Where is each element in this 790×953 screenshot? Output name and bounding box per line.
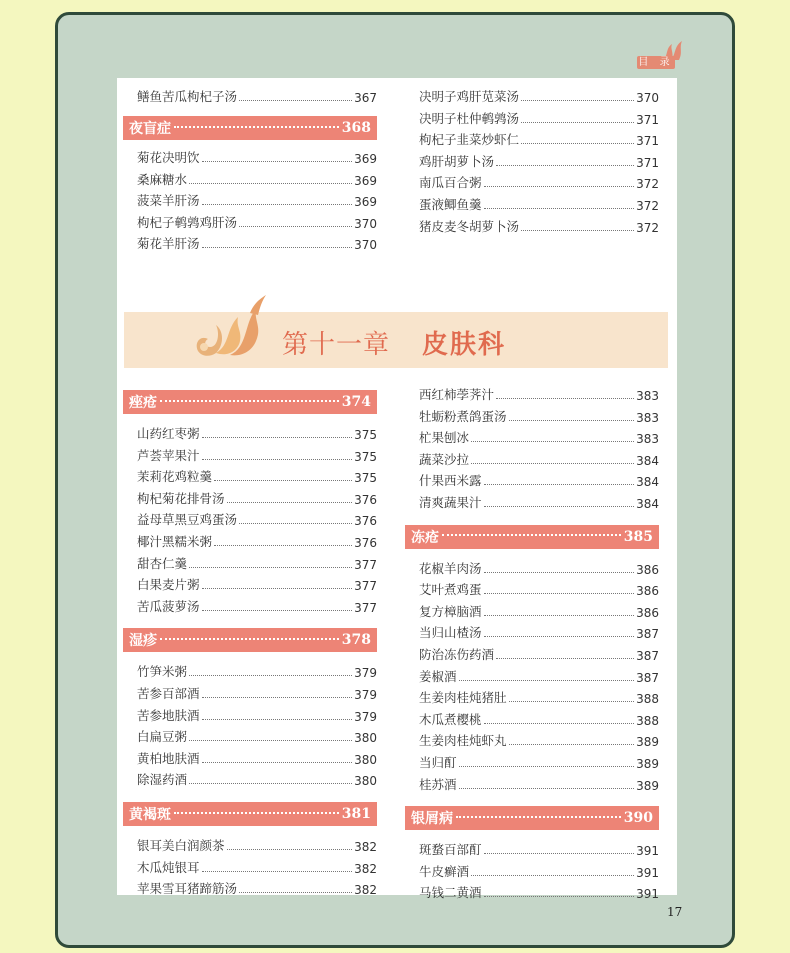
leader-dots <box>174 126 339 128</box>
toc-entry[interactable] <box>419 169 659 191</box>
toc-entry-title: 马钱二黄酒 <box>419 885 482 901</box>
toc-entry-title: 木瓜煮樱桃 <box>419 711 482 727</box>
toc-entry[interactable] <box>419 641 659 663</box>
toc-entry-page: 388 <box>636 692 659 707</box>
toc-entry-title: 桑麻糖水 <box>137 171 188 187</box>
leader-dots <box>484 853 635 854</box>
leader-dots <box>202 871 353 872</box>
toc-entry[interactable] <box>419 213 659 235</box>
toc-entry-page: 384 <box>636 475 659 490</box>
toc-section-header[interactable] <box>123 390 377 414</box>
toc-entry[interactable] <box>137 463 377 485</box>
leader-dots <box>484 723 635 724</box>
toc-entry-page: 369 <box>354 195 377 210</box>
toc-entry[interactable] <box>419 148 659 170</box>
toc-entry-title: 茉莉花鸡粒羹 <box>137 469 213 485</box>
toc-entry-page: 375 <box>354 428 377 442</box>
toc-entry[interactable] <box>419 126 659 148</box>
leader-dots <box>202 247 353 248</box>
leader-dots <box>509 744 635 745</box>
leader-dots <box>227 849 353 850</box>
toc-entry-page: 382 <box>354 883 377 898</box>
toc-entry-page: 380 <box>354 731 377 746</box>
toc-entry[interactable] <box>419 749 659 771</box>
toc-entry[interactable] <box>419 684 659 706</box>
toc-entry[interactable] <box>419 381 659 403</box>
toc-entry-title: 鸡肝胡萝卜汤 <box>419 153 495 169</box>
toc-entry-page: 389 <box>636 735 659 750</box>
toc-entry[interactable] <box>419 83 659 105</box>
leader-dots <box>202 610 353 611</box>
toc-entry-page: 383 <box>636 432 659 447</box>
toc-entry-page: 369 <box>354 173 377 188</box>
toc-entry[interactable] <box>419 555 659 577</box>
leader-dots <box>160 638 339 640</box>
toc-entry-page: 386 <box>636 605 659 620</box>
leader-dots <box>189 183 352 184</box>
toc-entry[interactable] <box>137 745 377 767</box>
toc-entry-page: 382 <box>354 861 377 876</box>
toc-entry-title: 菊花决明饮 <box>137 150 200 165</box>
page-number: 17 <box>667 905 683 919</box>
toc-entry-title: 除湿药酒 <box>137 772 188 788</box>
toc-entry[interactable] <box>419 446 659 468</box>
toc-header-tag: 目 录 <box>638 57 674 68</box>
toc-entry-page: 383 <box>636 389 659 403</box>
leader-dots <box>174 812 339 814</box>
toc-entry-page: 382 <box>354 840 377 854</box>
toc-entry-title: 苦参地肤酒 <box>137 707 200 723</box>
toc-entry-page: 371 <box>636 134 659 149</box>
toc-entry[interactable] <box>419 836 659 858</box>
leader-dots <box>496 398 634 399</box>
toc-entry-page: 387 <box>636 649 659 663</box>
toc-entry-title: 苹果雪耳猪蹄筋汤 <box>137 881 238 897</box>
toc-section-header[interactable] <box>123 802 377 826</box>
leader-dots <box>160 400 339 402</box>
leader-dots <box>484 593 635 594</box>
toc-entry-title: 杧果刨冰 <box>419 430 470 446</box>
toc-entry-page: 375 <box>354 471 377 486</box>
leader-dots <box>202 459 353 460</box>
flame-ornament-icon <box>190 289 270 361</box>
leader-dots <box>442 534 621 536</box>
leader-dots <box>189 740 352 741</box>
section-page: 378 <box>341 632 371 649</box>
toc-entry-page: 372 <box>636 220 659 235</box>
toc-entry-page: 370 <box>354 238 377 253</box>
toc-entry[interactable] <box>137 506 377 528</box>
toc-entry-title: 防治冻伤药酒 <box>419 647 495 662</box>
toc-entry-title: 清爽蔬果汁 <box>419 495 482 510</box>
toc-entry-title: 苦参百部酒 <box>137 686 200 701</box>
toc-entry-page: 386 <box>636 584 659 599</box>
section-page: 374 <box>341 394 371 410</box>
toc-column-right <box>399 78 659 902</box>
toc-entry[interactable] <box>137 230 377 252</box>
leader-dots <box>509 701 635 702</box>
toc-entry-title: 决明子鸡肝苋菜汤 <box>419 89 520 104</box>
toc-entry-title: 苦瓜菠萝汤 <box>137 598 200 614</box>
toc-entry-title: 益母草黑豆鸡蛋汤 <box>137 512 238 528</box>
toc-entry-page: 372 <box>636 177 659 192</box>
toc-entry-page: 391 <box>636 844 659 859</box>
toc-entry[interactable] <box>137 420 377 442</box>
leader-dots <box>189 783 352 784</box>
leader-dots <box>471 463 634 464</box>
toc-entry-title: 菊花羊肝汤 <box>137 236 200 252</box>
toc-entry-title: 当归酊 <box>419 755 457 770</box>
leader-dots <box>239 523 352 524</box>
toc-entry-page: 391 <box>636 865 659 880</box>
toc-entry[interactable] <box>137 485 377 507</box>
toc-entry-title: 什果西米露 <box>419 473 482 489</box>
toc-entry[interactable] <box>137 550 377 572</box>
toc-section-header[interactable] <box>405 806 659 830</box>
toc-entry-page: 388 <box>636 713 659 728</box>
toc-entry-page: 387 <box>636 670 659 685</box>
toc-entry-page: 389 <box>636 757 659 771</box>
toc-entry-title: 白扁豆粥 <box>137 729 188 745</box>
toc-entry[interactable] <box>137 680 377 702</box>
leader-dots <box>484 636 635 637</box>
toc-entry-page: 376 <box>354 536 377 550</box>
leader-dots <box>202 161 353 162</box>
leader-dots <box>214 480 352 481</box>
toc-section-header[interactable] <box>405 525 659 549</box>
leader-dots <box>484 208 635 209</box>
toc-entry[interactable] <box>137 144 377 166</box>
leader-dots <box>202 762 353 763</box>
toc-entry-title: 西红柿荸荠汁 <box>419 387 495 402</box>
leader-dots <box>214 545 352 546</box>
leader-dots <box>484 615 635 616</box>
toc-entry-page: 383 <box>636 410 659 425</box>
toc-entry-page: 379 <box>354 688 377 702</box>
section-page: 390 <box>623 810 653 827</box>
toc-entry-page: 372 <box>636 199 659 213</box>
toc-entry-page: 387 <box>636 627 659 642</box>
toc-entry-title: 牛皮癣酒 <box>419 863 470 879</box>
leader-dots <box>521 122 634 123</box>
toc-entry-title: 山药红枣粥 <box>137 426 200 441</box>
toc-entry-page: 379 <box>354 709 377 724</box>
leader-dots <box>484 506 635 507</box>
toc-entry-page: 369 <box>354 152 377 166</box>
section-page: 381 <box>341 806 371 822</box>
toc-entry-page: 371 <box>636 112 659 127</box>
section-page: 368 <box>341 120 371 136</box>
leader-dots <box>202 719 353 720</box>
toc-entry[interactable] <box>137 209 377 231</box>
toc-entry-title: 姜椒酒 <box>419 668 457 684</box>
toc-entry[interactable] <box>419 598 659 620</box>
toc-entry-title: 白果麦片粥 <box>137 577 200 593</box>
toc-entry[interactable] <box>137 571 377 593</box>
toc-entry-title: 花椒羊肉汤 <box>419 560 482 576</box>
toc-entry-title: 生姜肉桂炖猪肚 <box>419 690 507 706</box>
toc-entry-title: 生姜肉桂炖虾丸 <box>419 733 507 749</box>
toc-entry[interactable] <box>419 727 659 749</box>
toc-entry[interactable] <box>419 619 659 641</box>
toc-entry-page: 377 <box>354 600 377 615</box>
section-title: 夜盲症 <box>129 121 171 137</box>
toc-entry-title: 复方樟脑酒 <box>419 603 482 619</box>
leader-dots <box>202 697 353 698</box>
toc-entry-title: 黄柏地肤酒 <box>137 750 200 766</box>
toc-entry-title: 艾叶煮鸡蛋 <box>419 582 482 598</box>
section-page: 385 <box>623 528 653 545</box>
toc-entry[interactable] <box>419 879 659 901</box>
toc-panel <box>117 78 677 902</box>
toc-entry-page: 379 <box>354 666 377 681</box>
leader-dots <box>189 675 352 676</box>
leader-dots <box>484 186 635 187</box>
toc-entry-title: 菠菜羊肝汤 <box>137 193 200 209</box>
toc-entry-title: 蛋液鲫鱼羹 <box>419 197 482 212</box>
toc-entry-title: 当归山楂汤 <box>419 625 482 641</box>
toc-entry-title: 猪皮麦冬胡萝卜汤 <box>419 218 520 234</box>
leader-dots <box>239 100 352 101</box>
leader-dots <box>484 484 635 485</box>
toc-entry-page: 389 <box>636 778 659 793</box>
toc-entry[interactable] <box>137 766 377 788</box>
leader-dots <box>496 165 634 166</box>
leader-dots <box>459 788 635 789</box>
toc-entry[interactable] <box>419 424 659 446</box>
toc-entry-page: 380 <box>354 774 377 789</box>
chapter-title: 皮肤科 <box>422 330 507 360</box>
toc-entry[interactable] <box>137 187 377 209</box>
toc-entry[interactable] <box>137 658 377 680</box>
toc-entry[interactable] <box>137 875 377 897</box>
leader-dots <box>509 420 635 421</box>
toc-entry-page: 384 <box>636 453 659 468</box>
toc-entry-page: 386 <box>636 562 659 577</box>
leader-dots <box>189 567 352 568</box>
toc-entry[interactable] <box>419 663 659 685</box>
leader-dots <box>227 502 353 503</box>
toc-entry-page: 384 <box>636 497 659 511</box>
toc-entry[interactable] <box>137 593 377 615</box>
toc-entry-title: 决明子杜仲鹌鹑汤 <box>419 110 520 126</box>
toc-entry-page: 376 <box>354 514 377 529</box>
leader-dots <box>202 437 353 438</box>
toc-entry-title: 枸杞子鹌鹑鸡肝汤 <box>137 214 238 230</box>
toc-entry-title: 枸杞子韭菜炒虾仁 <box>419 132 520 148</box>
toc-entry-page: 367 <box>354 91 377 105</box>
toc-entry[interactable] <box>137 832 377 854</box>
toc-entry-page: 375 <box>354 449 377 464</box>
leader-dots <box>496 658 634 659</box>
leader-dots <box>239 892 352 893</box>
toc-entry-title: 枸杞菊花排骨汤 <box>137 490 225 506</box>
toc-entry[interactable] <box>419 858 659 880</box>
leader-dots <box>459 680 635 681</box>
toc-entry-title: 蔬菜沙拉 <box>419 451 470 467</box>
toc-entry-page: 377 <box>354 579 377 594</box>
toc-entry-title: 牡蛎粉煮鸽蛋汤 <box>419 408 507 424</box>
section-title: 痤疮 <box>129 395 157 411</box>
toc-entry[interactable] <box>419 191 659 213</box>
toc-entry-title: 芦荟苹果汁 <box>137 447 200 463</box>
toc-entry[interactable] <box>419 105 659 127</box>
toc-entry-page: 380 <box>354 752 377 767</box>
toc-entry[interactable] <box>137 702 377 724</box>
toc-entry-title: 甜杏仁羹 <box>137 555 188 571</box>
leader-dots <box>484 572 635 573</box>
toc-entry[interactable] <box>137 528 377 550</box>
toc-entry[interactable] <box>137 442 377 464</box>
toc-entry[interactable] <box>419 576 659 598</box>
leader-dots <box>521 100 634 101</box>
toc-entry-page: 377 <box>354 557 377 572</box>
section-title: 黄褐斑 <box>129 807 171 823</box>
toc-entry-title: 银耳美白润颜茶 <box>137 838 225 853</box>
leader-dots <box>202 588 353 589</box>
section-title: 湿疹 <box>129 633 157 650</box>
toc-entry[interactable] <box>137 723 377 745</box>
toc-entry-title: 竹笋米粥 <box>137 664 188 680</box>
toc-entry-title: 鳝鱼苦瓜枸杞子汤 <box>137 89 238 104</box>
toc-entry-title: 木瓜炖银耳 <box>137 859 200 875</box>
toc-entry-title: 斑蝥百部酊 <box>419 842 482 858</box>
leader-dots <box>471 875 634 876</box>
toc-entry-page: 376 <box>354 492 377 507</box>
toc-entry-title: 椰汁黑糯米粥 <box>137 534 213 549</box>
toc-entry[interactable] <box>419 403 659 425</box>
toc-entry[interactable] <box>419 467 659 489</box>
leader-dots <box>484 896 635 897</box>
toc-entry-page: 370 <box>636 91 659 105</box>
toc-entry[interactable] <box>419 489 659 511</box>
toc-entry[interactable] <box>137 166 377 188</box>
section-title: 银屑病 <box>411 811 453 828</box>
toc-column-left <box>117 78 377 898</box>
chapter-number: 第十一章 <box>282 330 391 360</box>
toc-entry-page: 371 <box>636 155 659 170</box>
leader-dots <box>471 441 634 442</box>
toc-entry-title: 南瓜百合粥 <box>419 175 482 191</box>
toc-entry-page: 370 <box>354 216 377 231</box>
leader-dots <box>456 816 621 818</box>
toc-entry[interactable] <box>137 854 377 876</box>
toc-entry-title: 桂苏酒 <box>419 776 457 792</box>
toc-section-header[interactable] <box>123 628 377 652</box>
leader-dots <box>202 204 353 205</box>
section-title: 冻疮 <box>411 529 439 546</box>
leader-dots <box>521 143 634 144</box>
toc-entry[interactable] <box>419 771 659 793</box>
leader-dots <box>521 230 634 231</box>
leader-dots <box>239 226 352 227</box>
leader-dots <box>459 766 635 767</box>
toc-section-header[interactable] <box>123 116 377 140</box>
toc-entry[interactable] <box>137 83 377 105</box>
toc-entry-page: 391 <box>636 887 659 902</box>
toc-entry[interactable] <box>419 706 659 728</box>
